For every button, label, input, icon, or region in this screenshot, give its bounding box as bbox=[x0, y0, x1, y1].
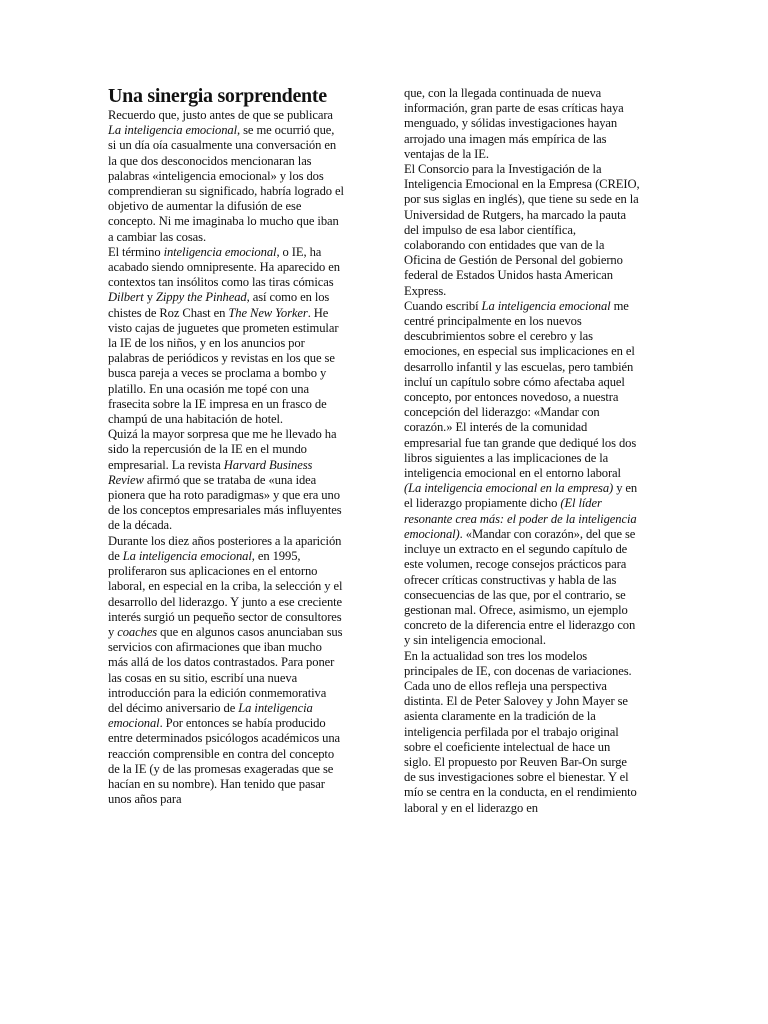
right-column-body bbox=[404, 86, 640, 816]
paragraph: El término inteligencia emocional, o IE, ha acabado siendo omnipresente. Ha aparecido en contextos tan insólitos como las tiras cómicas Dilbert y Zippy the Pinhead, así como en los chistes de Roz Chast en The New Yorker. He visto cajas de juguetes que prometen estimular la IE de los niños, y en los anuncios por palabras de periódicos y revistas en los que se busca pareja a veces se proclama a bombo y platillo. En una ocasión me topé con una frasecita sobre la IE impresa en un frasco de champú de una habitación de hotel. bbox=[108, 244, 340, 427]
italic-text: La inteligencia emocional bbox=[108, 123, 238, 138]
italic-text: Zippy the Pinhead bbox=[155, 290, 247, 305]
italic-text: La inteligencia emocional bbox=[481, 298, 611, 313]
left-column-body bbox=[108, 108, 344, 807]
paragraph: Quizá la mayor sorpresa que me he llevado ha sido la repercusión de la IE en el mundo empresarial. La revista Harvard Business Review afirmó que se trataba de «una idea pionera que ha roto paradigmas» y que era uno de los conceptos empresariales más influyentes de la década. bbox=[108, 427, 342, 533]
section-title: Una sinergia sorprendente bbox=[108, 85, 327, 107]
italic-text: Dilbert bbox=[108, 290, 144, 305]
paragraph: Durante los diez años posteriores a la aparición de La inteligencia emocional, en 1995, proliferaron sus aplicaciones en el entorno laboral, en especial en la criba, la selección y el desarrollo del liderazgo. Y junto a ese creciente interés surgió un pequeño sector de consultores y coaches que en algunos casos anunciaban sus servicios con afirmaciones que iban mucho más allá de los datos contrastados. Para poner las cosas en su sitio, escribí una nueva introducción para la edición conmemorativa del décimo aniversario de La inteligencia emocional. Por entonces se había producido entre determinados psicólogos académicos una reacción comprensible en contra del concepto de la IE (y de las promesas exageradas que se hacían en su nombre). Han tenido que pasar unos años para bbox=[108, 533, 343, 807]
italic-text: Harvard Business Review bbox=[108, 457, 313, 487]
italic-text: The New Yorker bbox=[228, 305, 308, 320]
italic-text: inteligencia emocional bbox=[163, 244, 277, 259]
paragraph: Recuerdo que, justo antes de que se publicara La inteligencia emocional, se me ocurrió que, si un día oía casualmente una conversación en la que dos desconocidos mencionaran las palabras «inteligencia emocional» y los dos comprendieran su significado, habría logrado el objetivo de aumentar la difusión de ese concepto. Ni me imaginaba lo mucho que iban a cambiar las cosas. bbox=[108, 108, 344, 244]
left-column bbox=[108, 80, 344, 807]
paragraph: Cuando escribí La inteligencia emocional me centré principalmente en los nuevos descubrimientos sobre el cerebro y las emociones, en especial sus implicaciones en el desarrollo infantil y las escuelas, pero también incluí un capítulo sobre cómo afectaba aquel concepto, por entonces novedoso, a nuestra concepción del liderazgo: «Mandar con corazón.» El interés de la comunidad empresarial fue tan grande que dediqué los dos libros siguientes a las implicaciones de la inteligencia emocional en el entorno laboral (La inteligencia emocional en la empresa) y en el liderazgo propiamente dicho (El líder resonante crea más: el poder de la inteligencia emocional). «Mandar con corazón», del que se incluye un extracto en el segundo capítulo de este volumen, recoge consejos prácticos para ofrecer críticas constructivas y habla de las consecuencias de las que, por el contrario, se gestionan mal. Ofrece, asimismo, un ejemplo concreto de la diferencia entre el liderazgo con y sin inteligencia emocional. bbox=[404, 298, 638, 648]
paragraph: En la actualidad son tres los modelos principales de IE, con docenas de variaciones. Cada uno de ellos refleja una perspectiva distinta. El de Peter Salovey y John Mayer se asienta claramente en la tradición de la inteligencia perfilada por el trabajo original sobre el coeficiente intelectual de hace un siglo. El propuesto por Reuven Bar-On surge de sus investigaciones sobre el bienestar. Y el mío se centra en la conducta, en el rendimiento laboral y en el liderazgo en bbox=[404, 648, 637, 815]
paragraph: que, con la llegada continuada de nueva información, gran parte de esas críticas haya menguado, y sólidas investigaciones hayan arrojado una imagen más empírica de las ventajas de la IE. bbox=[404, 86, 624, 161]
italic-text: (La inteligencia emocional en la empresa) bbox=[404, 481, 614, 496]
italic-text: La inteligencia emocional bbox=[108, 700, 313, 731]
italic-text: coaches bbox=[117, 624, 158, 639]
italic-text: (El líder resonante crea más: el poder de la inteligencia emocional) bbox=[404, 496, 637, 541]
italic-text: La inteligencia emocional bbox=[122, 548, 252, 563]
right-column bbox=[404, 86, 640, 816]
paragraph: El Consorcio para la Investigación de la Inteligencia Emocional en la Empresa (CREIO, por sus siglas en inglés), que tiene su sede en la Universidad de Rutgers, ha marcado la pauta del impulso de esa labor científica, colaborando con entidades que van de la Oficina de Gestión de Personal del gobierno federal de Estados Unidos hasta American Express. bbox=[404, 162, 640, 298]
